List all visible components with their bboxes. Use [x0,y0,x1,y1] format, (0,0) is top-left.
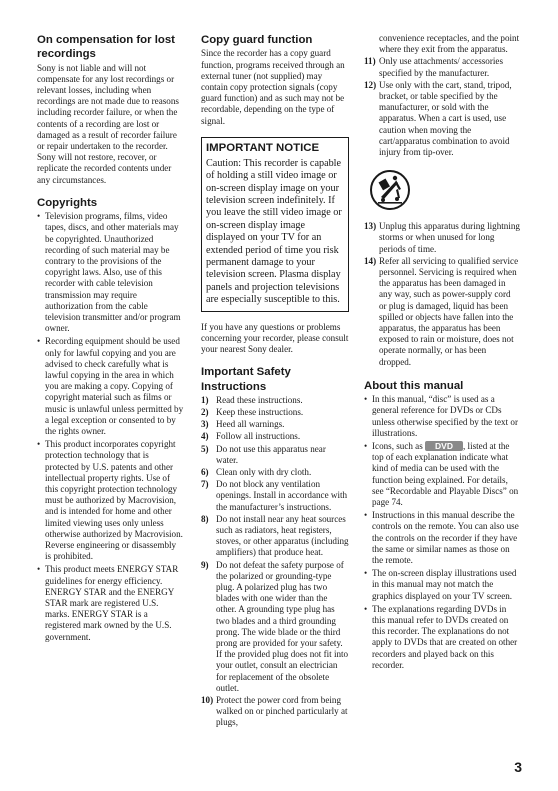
list-item [364,56,520,78]
item-10-continued: convenience receptacles, and the point where they exit from the apparatus. [379,33,520,55]
list-item [201,444,349,466]
item-text: Read these instructions. [216,394,303,405]
compensation-body: Sony is not liable and will not compensate for any lost recordings or relevant losses, including when recordings are not made due to reasons including recorder failure, or when the contents of a recording are lost or damaged as a result of recorder failure or repair undertaken to the recorder. Sony will not restore, recover, or replicate the recorded contents under any circumstances. [37,62,179,185]
about-manual-heading: About this manual [364,379,464,392]
list-item [201,407,349,418]
important-notice-box [201,137,349,312]
item-number: 11) [364,56,376,67]
list-item: • The on-screen display illustrations used in this manual may not match the graphics displayed on your TV screen. [364,568,520,602]
list-item [201,395,349,406]
safety-list-continued-2 [364,221,520,368]
item-number: 1) [201,394,209,405]
safety-heading: Important Safety Instructions [201,366,291,393]
notice-title: IMPORTANT NOTICE [206,141,320,154]
cart-tip-over-warning-icon [370,168,410,212]
list-item: • In this manual, “disc” is used as a general reference for DVDs or CDs unless otherwise specified by the text or illustrations. [364,394,520,439]
questions-text: If you have any questions or problems concerning your recorder, please consult your nearest Sony dealer. [201,321,349,354]
item-number: 13) [364,221,377,232]
list-item: • The explanations regarding DVDs in this manual refer to DVDs created on this recorder. The explanations do not apply to DVDs that are created on other recorders and played back on this recorder. [364,604,520,671]
item-text: Clean only with dry cloth. [216,467,312,478]
list-item [364,80,520,158]
item-number: 4) [201,431,209,442]
list-item [201,419,349,430]
list-item [201,560,349,694]
list-item [201,431,349,442]
safety-list [201,395,349,729]
list-item [364,441,520,508]
item-text: Icons, such as [372,440,423,451]
list-item [201,514,349,559]
copyrights-heading: Copyrights [37,196,98,209]
list-item [364,221,520,255]
item-text: Heed all warnings. [216,419,285,430]
item-text: Follow all instructions. [216,431,301,442]
list-item: • Recording equipment should be used only for lawful copying and you are advised to check carefully what is lawful copying in the area in which you are making a copy. Copying of copyright material such as films or music is unlawful unless permitted by a legal exception or consented to by the rights owner. [37,336,184,437]
column-1 [37,33,184,645]
item-text: Unplug this apparatus during lightning storms or when unused for long periods of time. [379,221,520,254]
dvd-media-icon: DVD [425,441,463,451]
list-item: • This product meets ENERGY STAR guidelines for energy efficiency. ENERGY STAR and the ENERGY STAR mark are registered U.S. marks. ENERGY STAR is a registered mark owned by the U.S. government. [37,564,184,642]
item-text: Do not install near any heat sources such as radiators, heat registers, stoves, or other apparatus (including amplifiers) that produce heat. [216,513,349,558]
item-number: 5) [201,443,209,454]
item-text: , listed at the top of each explanation indicate what kind of media can be used with the function being explained. For details, see “Recordable and Playable Discs” on page 74. [372,440,519,507]
item-text: Do not use this apparatus near water. [216,443,326,465]
item-number: 14) [364,255,377,266]
item-number: 9) [201,559,209,570]
column-3 [364,33,520,673]
item-number: 12) [364,79,377,90]
list-item [201,695,349,729]
list-item [364,256,520,368]
list-item: • Television programs, films, video tapes, discs, and other materials may be copyrighted. Unauthorized recording of such material may be contrary to the provisions of the copyright laws. Also, use of this recorder with cable television transmission may require authorization from the cable television transmitter and/or program owner. [37,211,184,334]
about-manual-list [364,394,520,671]
item-number: 2) [201,407,209,417]
item-text: Protect the power cord from being walked on or pinched particularly at plugs, [216,695,348,728]
list-item: • Instructions in this manual describe the controls on the remote. You can also use the controls on the recorder if they have the same or similar names as those on the remote. [364,510,520,566]
item-number: 8) [201,513,209,524]
list-item [201,467,349,478]
safety-list-continued [364,56,520,158]
item-text: Do not block any ventilation openings. Install in accordance with the manufacturer’s instructions. [216,479,348,512]
column-2 [201,33,349,730]
page-number: 3 [514,759,522,775]
copyrights-list [37,211,184,643]
item-text: Refer all servicing to qualified service personnel. Servicing is required when the apparatus has been damaged in any way, such as power-supply cord or plug is damaged, liquid has been spilled or objects have fallen into the apparatus, the apparatus has been exposed to rain or moisture, does not operate normally, or has been dropped. [379,255,519,367]
compensation-heading: On compensation for lost recordings [37,34,175,61]
item-text: Do not defeat the safety purpose of the polarized or grounding-type plug. A polarized plug has two blades with one wider than the other. A grounding type plug has two blades and a third grounding prong. The wide blade or the third prong are provided for your safety. If the provided plug does not fit into your outlet, consult an electrician for replacement of the obsolete outlet. [216,559,349,693]
item-text: Use only with the cart, stand, tripod, bracket, or table specified by the manufacturer, or sold with the apparatus. When a cart is used, use caution when moving the cart/apparatus combination to avoid injury from tip-over. [379,79,512,158]
item-number: 3) [201,419,209,430]
copy-guard-heading: Copy guard function [201,34,313,46]
notice-body: Caution: This recorder is capable of holding a still video image or on-screen display image on your television screen indefinitely. If you leave the still video image or on-screen display image displayed on your TV for an extended period of time you risk permanent damage to your television screen. Plasma display panels and projection televisions are especially susceptible to this. [206,157,342,306]
item-number: 10) [201,695,214,706]
item-number: 6) [201,467,209,478]
item-text: Keep these instructions. [216,407,304,417]
item-number: 7) [201,479,209,490]
list-item: • This product incorporates copyright protection technology that is protected by U.S. patents and other intellectual property rights. Use of this copyright protection technology must be authorized by Macrovision, and is intended for home and other limited viewing uses only unless otherwise authorized by Macrovision. Reverse engineering or disassembly is prohibited. [37,439,184,562]
list-item [201,479,349,513]
item-text: Only use attachments/ accessories specified by the manufacturer. [379,56,503,78]
copy-guard-body: Since the recorder has a copy guard function, programs received through an external tuner (not supplied) may contain copy protection signals (copy guard function) and as such may not be recordable, depending on the type of signal. [201,48,345,126]
